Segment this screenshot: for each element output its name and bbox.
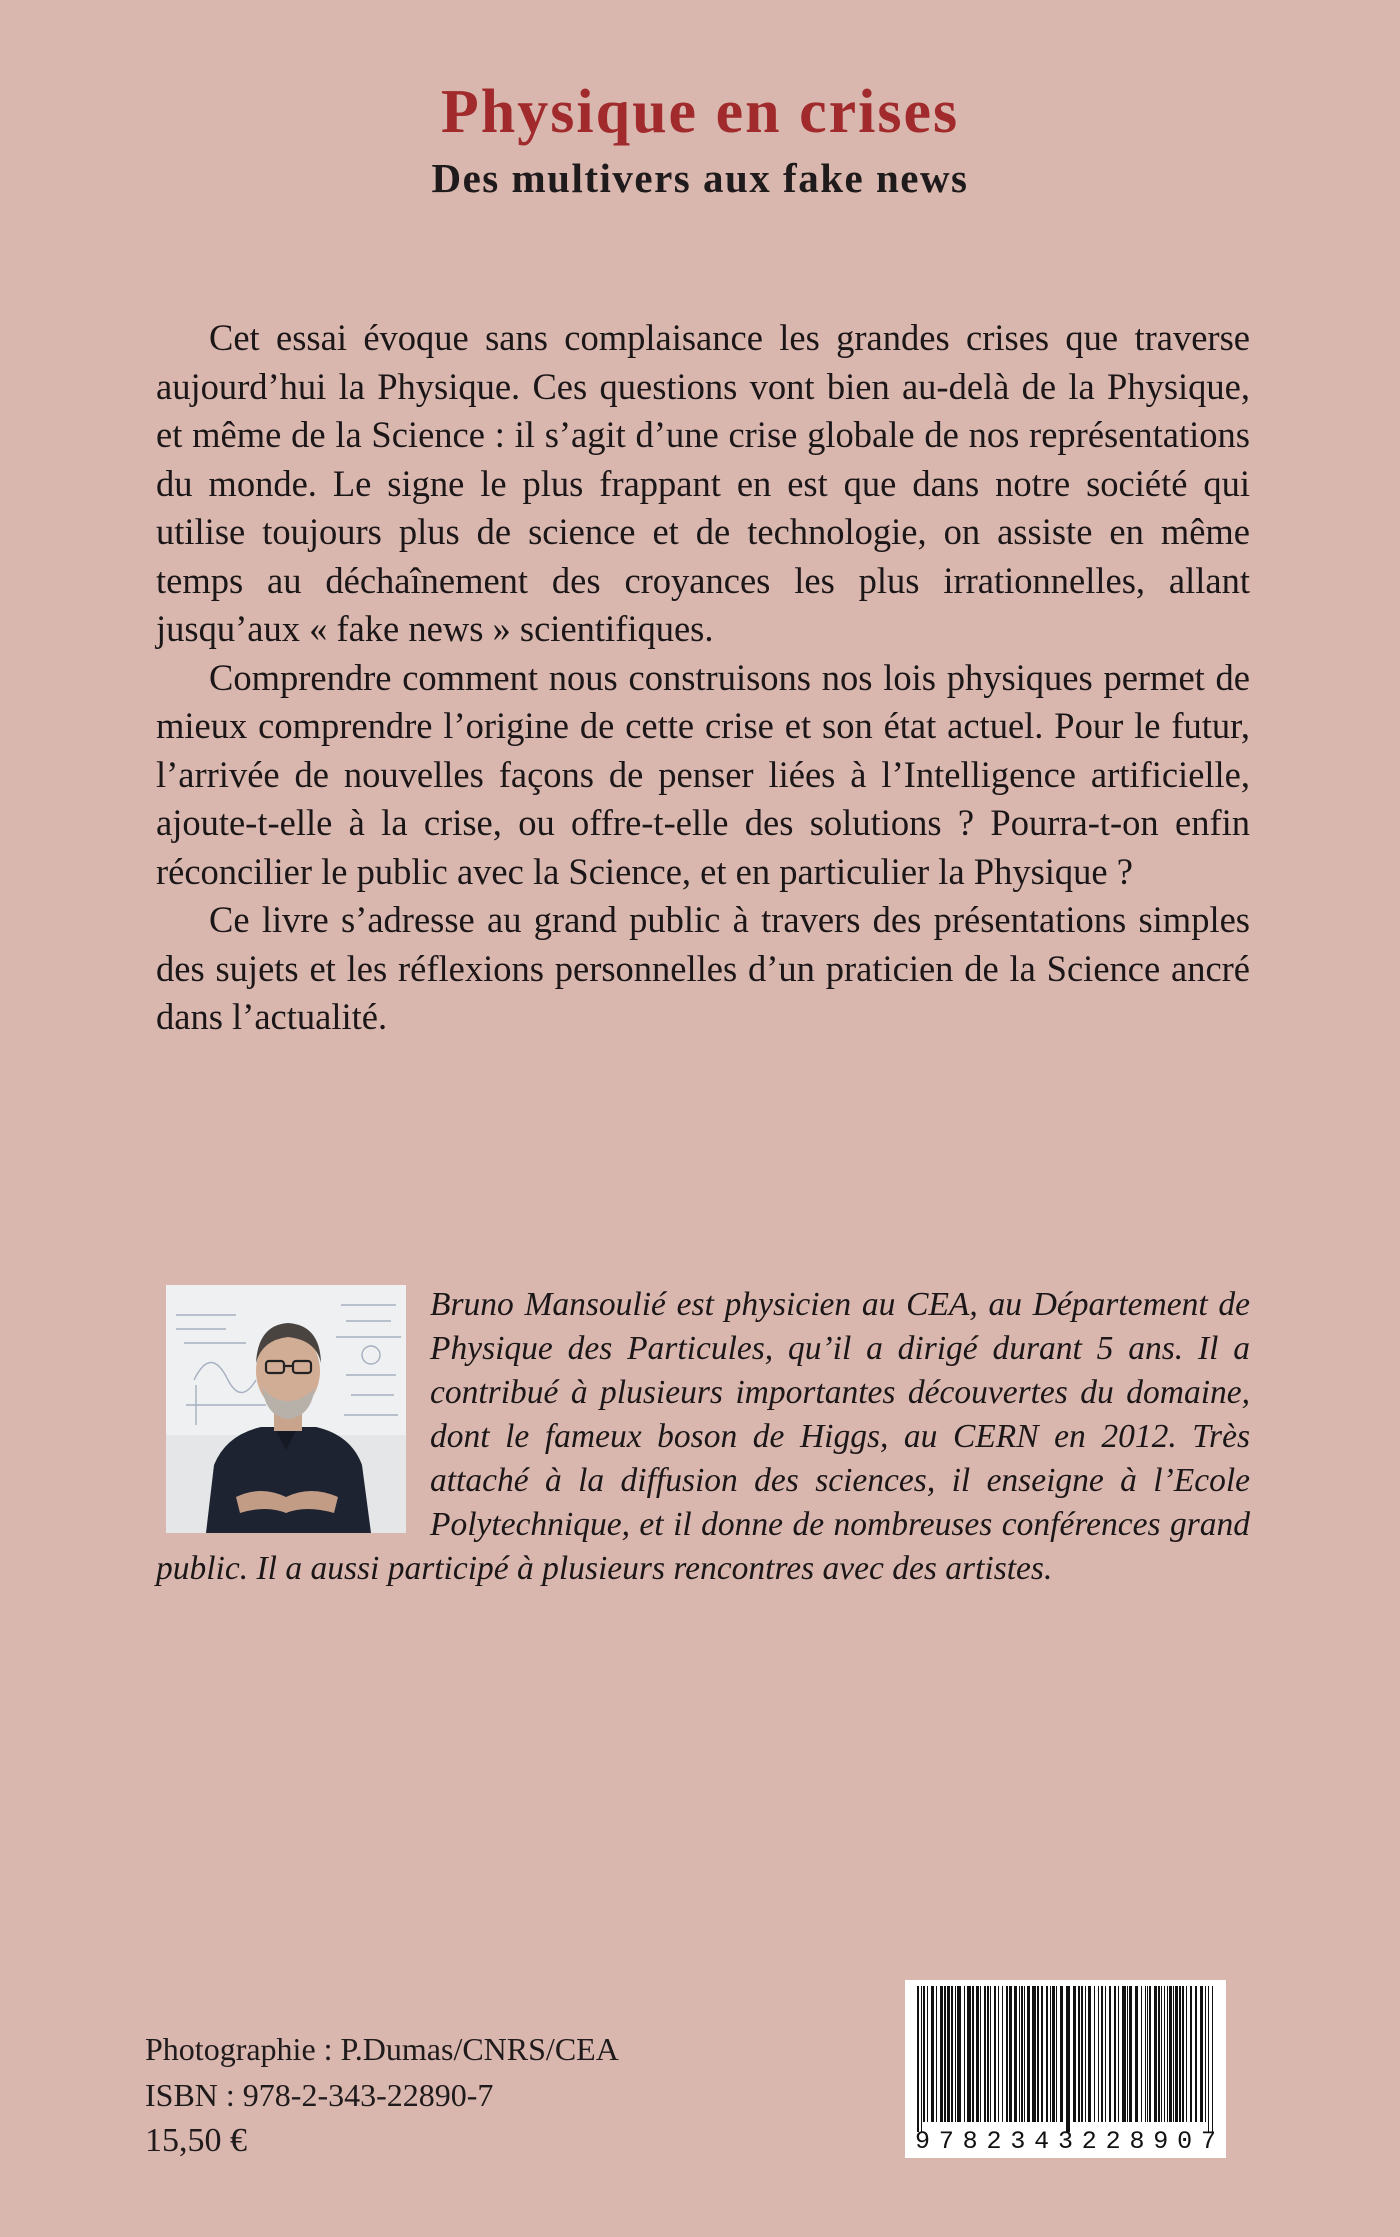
barcode-bar [1050, 1986, 1051, 2122]
barcode-bar [1094, 1986, 1095, 2122]
barcode-bar [1098, 1986, 1099, 2122]
author-photo [166, 1285, 406, 1533]
barcode-bar [1141, 1986, 1142, 2122]
barcode-bar [994, 1986, 996, 2122]
barcode-bar [1081, 1986, 1083, 2122]
barcode-bar [1046, 1986, 1048, 2122]
barcode-bar [1109, 1986, 1111, 2122]
barcode-bar [964, 1986, 965, 2122]
barcode-bar [1127, 1986, 1128, 2122]
barcode-bar [1105, 1986, 1106, 2122]
barcode-bar [917, 1986, 919, 2132]
barcode-bar [1158, 1986, 1160, 2122]
barcode-digit: 3 [1010, 2127, 1026, 2156]
imprint [145, 2026, 619, 2164]
blurb-paragraph: Ce livre s’adresse au grand public à travers des présentations simples des sujets et les réflexions personnelles d’un praticien de la Science ancré dans l’actualité. [156, 899, 1250, 1037]
barcode-bar [1145, 1986, 1146, 2122]
barcode-bar [1179, 1986, 1181, 2122]
barcode-bar [1114, 1986, 1116, 2122]
barcode-digit: 2 [1105, 2127, 1121, 2156]
barcode-digit: 9 [915, 2127, 931, 2156]
barcode-bar [1169, 1986, 1172, 2122]
barcode-bar [1027, 1986, 1030, 2122]
barcode-bar [1066, 1986, 1070, 2132]
barcode-bar [1167, 1986, 1168, 2122]
barcode-bar [957, 1986, 961, 2122]
barcode-bar [1129, 1986, 1132, 2122]
barcode-bar [1056, 1986, 1057, 2122]
barcode-digit: 7 [1200, 2127, 1216, 2156]
barcode-digits [905, 2127, 1226, 2156]
barcode-bar [1122, 1986, 1126, 2122]
barcode-bar [1037, 1986, 1039, 2122]
barcode-bar [990, 1986, 991, 2122]
barcode-bar [972, 1986, 974, 2122]
barcode-digit: 8 [1129, 2127, 1145, 2156]
barcode-digit: 4 [1034, 2127, 1050, 2156]
barcode-bar [931, 1986, 934, 2122]
barcode-bar [1182, 1986, 1184, 2122]
blurb-paragraph: Comprendre comment nous construisons nos lois physiques permet de mieux comprendre l’origine de cette crise et son état actuel. Pour le futur, l’arrivée de nouvelles façons de penser liées à l’Intelligence artificielle, ajoute-t-elle à la crise, ou offre-t-elle des solutions ? Pourra-t-on enfin réconcilier le public avec la Science, et en particulier la Physique ? [156, 656, 1250, 892]
price: 15,50 € [145, 2122, 247, 2159]
barcode-bar [1190, 1986, 1192, 2122]
barcode-bar [927, 1986, 928, 2122]
barcode-bar [1135, 1986, 1138, 2122]
barcode-bar [1021, 1986, 1023, 2122]
barcode-bar [1164, 1986, 1165, 2122]
barcode-bar [1118, 1986, 1119, 2122]
blurb-paragraph: Cet essai évoque sans complaisance les grandes crises que traverse aujourd’hui la Physique. Ces questions vont bien au-delà de la Physique, et même de la Science : il s’agit d’une crise globale de nos représentations du monde. Le signe le plus frappant en est que dans notre société qui utilise toujours plus de science et de technologie, on assiste en même temps au déchaînement des croyances les plus irrationnelles, allant jusqu’aux « fake news » scientifiques. [156, 317, 1250, 649]
barcode-bar [1002, 1986, 1003, 2122]
barcode-bar [1101, 1986, 1103, 2122]
barcode-bar [1088, 1986, 1091, 2122]
blurb [156, 314, 1250, 1042]
barcode-bar [1014, 1986, 1017, 2122]
photo-credit: Photographie : P.Dumas/CNRS/CEA [145, 2031, 619, 2067]
barcode-bar [1154, 1986, 1157, 2122]
barcode-bar [1085, 1986, 1086, 2122]
barcode-bar [1212, 1986, 1213, 2132]
barcode-bar [984, 1986, 986, 2122]
isbn-barcode [905, 1980, 1226, 2158]
barcode-bar [1019, 1986, 1020, 2122]
barcode-bar [1147, 1986, 1148, 2122]
barcode-digit: 3 [1057, 2127, 1073, 2156]
barcode-bar [944, 1986, 946, 2122]
barcode-bar [1173, 1986, 1174, 2122]
barcode-bar [1205, 1986, 1206, 2122]
barcode-bar [1032, 1986, 1036, 2122]
barcode-bar [1009, 1986, 1012, 2122]
barcode-digit: 0 [1177, 2127, 1193, 2156]
barcode-bar [1073, 1986, 1076, 2122]
barcode-bar [1006, 1986, 1008, 2122]
isbn: ISBN : 978-2-343-22890-7 [145, 2077, 494, 2113]
barcode-bar [1024, 1986, 1025, 2122]
barcode-digit: 2 [986, 2127, 1002, 2156]
barcode-bar [1208, 1986, 1209, 2132]
barcode-bar [947, 1986, 950, 2122]
barcode-bar [1175, 1986, 1178, 2122]
barcode-digit: 2 [1081, 2127, 1097, 2156]
barcode-bar [1078, 1986, 1080, 2122]
barcode-bar [1200, 1986, 1203, 2122]
barcode-digit: 8 [962, 2127, 978, 2156]
barcode-bar [967, 1986, 971, 2122]
barcode-bar [980, 1986, 981, 2122]
barcode-bar [940, 1986, 943, 2122]
barcode-digit: 7 [938, 2127, 954, 2156]
barcode-bar [987, 1986, 989, 2122]
author-bio-section [156, 1283, 1250, 1591]
barcode-bar [1186, 1986, 1187, 2122]
barcode-bar [1041, 1986, 1043, 2122]
book-subtitle: Des multivers aux fake news [431, 155, 969, 201]
barcode-bar [1052, 1986, 1055, 2122]
author-bio: Bruno Mansoulié est physicien au CEA, au Département de Physique des Particules, qu’il a dirigé durant 5 ans. Il a contribué à plusieurs importantes découvertes du domaine, dont le fameux boson de Higgs, au CERN en 2012. Très attaché à la diffusion des sciences, il enseigne à l’Ecole Polytechnique, et il donne de nombreuses conférences grand public. Il a aussi participé à plusieurs rencontres avec des artistes. [156, 1286, 1250, 1587]
barcode-digit: 9 [1153, 2127, 1169, 2156]
barcode-bar [976, 1986, 979, 2122]
barcode-bar [1195, 1986, 1197, 2122]
barcode-bar [923, 1986, 925, 2122]
barcode-bar [921, 1986, 922, 2132]
barcode-bar [936, 1986, 937, 2122]
barcode-bar [951, 1986, 953, 2122]
barcode-bar [998, 1986, 999, 2122]
barcode-bar [1149, 1986, 1151, 2122]
barcode-bar [955, 1986, 956, 2122]
barcode-bar [1060, 1986, 1063, 2122]
barcode-bar [1161, 1986, 1162, 2122]
book-title: Physique en crises [440, 78, 960, 146]
